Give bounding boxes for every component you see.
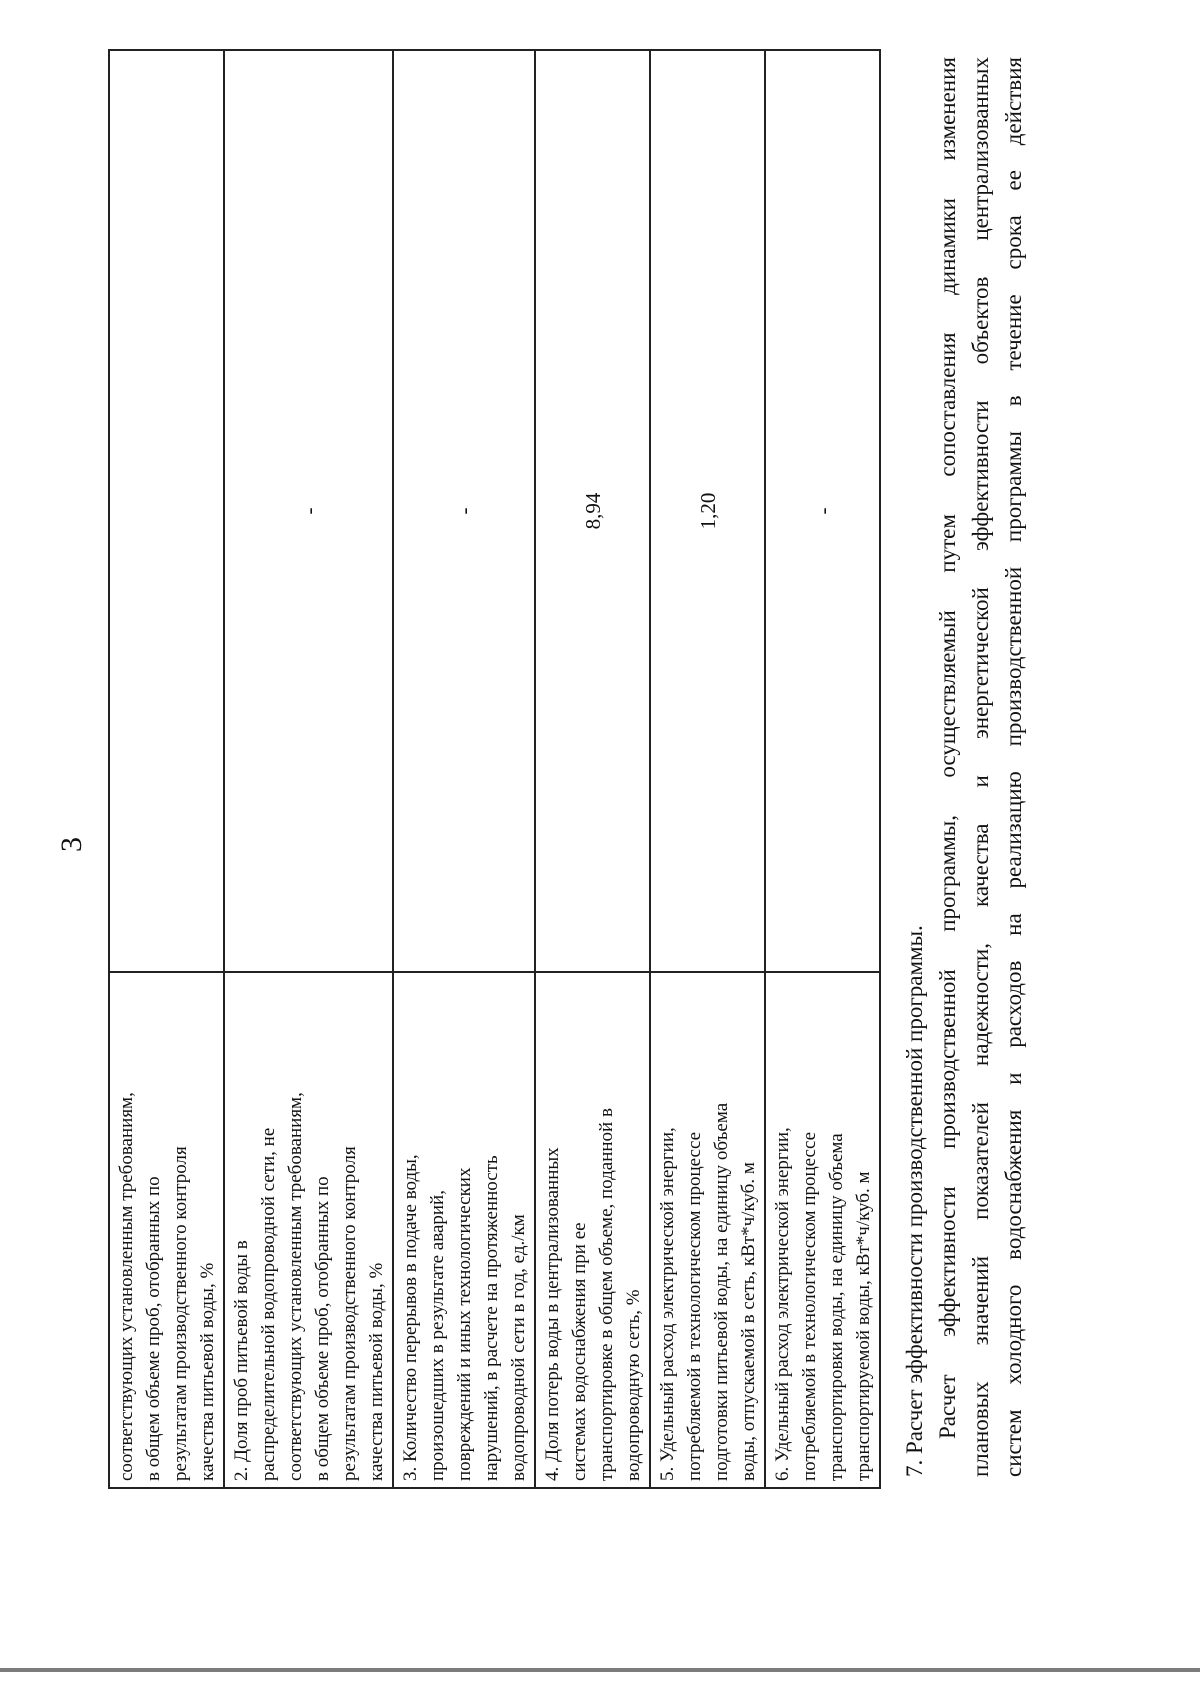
indicator-name-cell <box>224 972 393 1488</box>
indicator-name-line: повреждений и иных технологических <box>454 1167 475 1481</box>
indicator-name-line: транспортировке в общем объеме, поданной в <box>596 1108 617 1481</box>
indicator-name-line: результатам производственного контроля <box>170 1146 191 1481</box>
table-row <box>109 50 224 1488</box>
indicator-value-cell: 1,20 <box>650 50 765 972</box>
table-row <box>650 50 765 1488</box>
indicator-name-line: в общем объеме проб, отобранных по <box>312 1176 333 1481</box>
indicator-name-line: 4. Доля потерь воды в централизованных <box>542 1147 563 1481</box>
paragraph-line: Расчет эффективности производственной программы, осуществляемый путем сопоставления динамики изменения <box>935 57 960 1439</box>
indicator-name-line: соответствующих установленным требованиям, <box>116 1092 137 1481</box>
indicator-name-line: подготовки питьевой воды, на единицу объема <box>711 1102 732 1481</box>
page-number: 3 <box>55 837 88 852</box>
indicator-value-cell: - <box>393 50 535 972</box>
indicator-name-line: 2. Доля проб питьевой воды в <box>231 1240 252 1481</box>
indicator-name-line: транспортировки воды, на единицу объема <box>826 1133 847 1481</box>
indicator-name-line: качества питьевой воды, % <box>366 1262 387 1481</box>
indicator-name-line: воды, отпускаемой в сеть, кВт*ч/куб. м <box>738 1162 759 1481</box>
table-row <box>765 50 880 1488</box>
indicator-name-line: водопроводной сети в год, ед./км <box>508 1214 529 1481</box>
indicator-name-line: распределительной водопроводной сети, не <box>258 1127 279 1481</box>
indicator-name-line: водопроводную сеть, % <box>623 1289 644 1481</box>
indicator-value-cell <box>109 50 224 972</box>
table-row <box>535 50 650 1488</box>
indicator-name-line: соответствующих установленным требованиям, <box>285 1092 306 1481</box>
indicator-name-line: произошедших в результате аварий, <box>427 1190 448 1481</box>
indicator-name-cell <box>535 972 650 1488</box>
indicator-name-cell <box>109 972 224 1488</box>
indicator-name-line: нарушений, в расчете на протяженность <box>481 1155 502 1481</box>
indicator-value-cell: 8,94 <box>535 50 650 972</box>
indicator-name-line: системах водоснабжения при ее <box>569 1222 590 1481</box>
indicator-name-line: 3. Количество перерывов в подаче воды, <box>400 1154 421 1481</box>
indicator-name-line: в общем объеме проб, отобранных по <box>143 1176 164 1481</box>
indicator-name-line: транспортируемой воды, кВт*ч/куб. м <box>853 1171 874 1481</box>
table-row <box>224 50 393 1488</box>
table-row <box>393 50 535 1488</box>
indicator-name-line: 6. Удельный расход электрической энергии, <box>772 1127 793 1481</box>
indicator-name-line: потребляемой в технологическом процессе <box>684 1131 705 1481</box>
indicators-table <box>108 49 881 1489</box>
indicator-name-cell <box>393 972 535 1488</box>
indicator-name-cell <box>650 972 765 1488</box>
indicator-value-cell: - <box>765 50 880 972</box>
section-heading: 7. Расчет эффективности производственной программы. <box>902 925 927 1477</box>
indicator-name-cell <box>765 972 880 1488</box>
indicator-value-cell: - <box>224 50 393 972</box>
indicators-table-body <box>109 50 880 1488</box>
indicator-name-line: результатам производственного контроля <box>339 1146 360 1481</box>
indicator-name-line: 5. Удельный расход электрической энергии, <box>657 1127 678 1481</box>
indicator-name-line: потребляемой в технологическом процессе <box>799 1131 820 1481</box>
paragraph-line: систем холодного водоснабжения и расходов на реализацию производственной программы в течение срока ее действия <box>1001 57 1026 1477</box>
scan-edge-line <box>0 1668 1200 1672</box>
paragraph-line: плановых значений показателей надежности, качества и энергетической эффективности объектов централизованных <box>968 57 993 1477</box>
indicator-name-line: качества питьевой воды, % <box>197 1262 218 1481</box>
efficiency-section <box>898 57 1030 1477</box>
